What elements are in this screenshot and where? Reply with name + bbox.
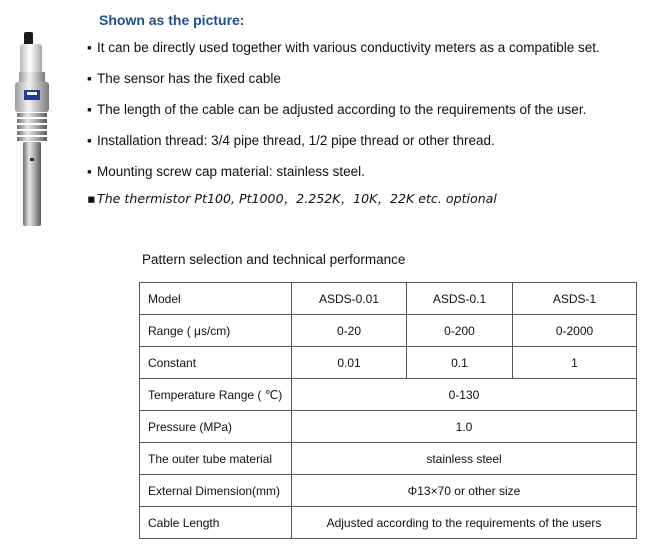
list-item-text: Mounting screw cap material: stainless steel.	[97, 164, 365, 179]
table-row	[140, 443, 637, 475]
table-cell: ASDS-0.01	[292, 283, 407, 315]
bullet-mark: ▪	[87, 164, 92, 179]
list-item-text: Installation thread: 3/4 pipe thread, 1/2 pipe thread or other thread.	[97, 133, 495, 148]
table-row	[140, 379, 637, 411]
table-row	[140, 475, 637, 507]
spec-table	[139, 282, 637, 539]
table-cell: ASDS-0.1	[407, 283, 513, 315]
bullet-mark: ▪	[87, 40, 92, 55]
row-label: Constant	[140, 347, 292, 379]
row-label: External Dimension(mm)	[140, 475, 292, 507]
section-heading: Shown as the picture:	[99, 12, 245, 28]
sensor-product-image	[8, 30, 58, 230]
table-row	[140, 411, 637, 443]
list-item	[87, 70, 281, 88]
list-item	[87, 190, 497, 208]
table-title: Pattern selection and technical performance	[142, 252, 406, 267]
list-item-text: The length of the cable can be adjusted according to the requirements of the user.	[97, 102, 587, 117]
list-item-text: The sensor has the fixed cable	[97, 71, 281, 86]
table-cell: 1.0	[292, 411, 637, 443]
table-row	[140, 283, 637, 315]
row-label: Model	[140, 283, 292, 315]
list-item-text: The thermistor Pt100, Pt1000，2.252K，10K，22K etc. optional	[97, 191, 497, 206]
list-item	[87, 163, 365, 181]
row-label: Temperature Range ( ℃)	[140, 379, 292, 411]
table-cell: 1	[513, 347, 637, 379]
list-item	[87, 132, 495, 150]
table-cell: 0-20	[292, 315, 407, 347]
table-cell: Φ13×70 or other size	[292, 475, 637, 507]
row-label: Range ( μs/cm)	[140, 315, 292, 347]
list-item-text: It can be directly used together with various conductivity meters as a compatible set.	[97, 40, 600, 55]
list-item	[87, 39, 600, 57]
table-row	[140, 315, 637, 347]
table-row	[140, 347, 637, 379]
table-cell: 0-130	[292, 379, 637, 411]
table-cell: 0-200	[407, 315, 513, 347]
bullet-mark: ▪	[87, 71, 92, 86]
table-row	[140, 507, 637, 539]
table-cell: Adjusted according to the requirements of the users	[292, 507, 637, 539]
bullet-mark: ▪	[87, 102, 92, 117]
table-cell: 0.1	[407, 347, 513, 379]
bullet-mark: ▪	[87, 191, 96, 206]
table-cell: 0-2000	[513, 315, 637, 347]
bullet-mark: ▪	[87, 133, 92, 148]
table-cell: 0.01	[292, 347, 407, 379]
table-cell: ASDS-1	[513, 283, 637, 315]
row-label: Pressure (MPa)	[140, 411, 292, 443]
table-cell: stainless steel	[292, 443, 637, 475]
row-label: The outer tube material	[140, 443, 292, 475]
list-item	[87, 101, 586, 119]
row-label: Cable Length	[140, 507, 292, 539]
